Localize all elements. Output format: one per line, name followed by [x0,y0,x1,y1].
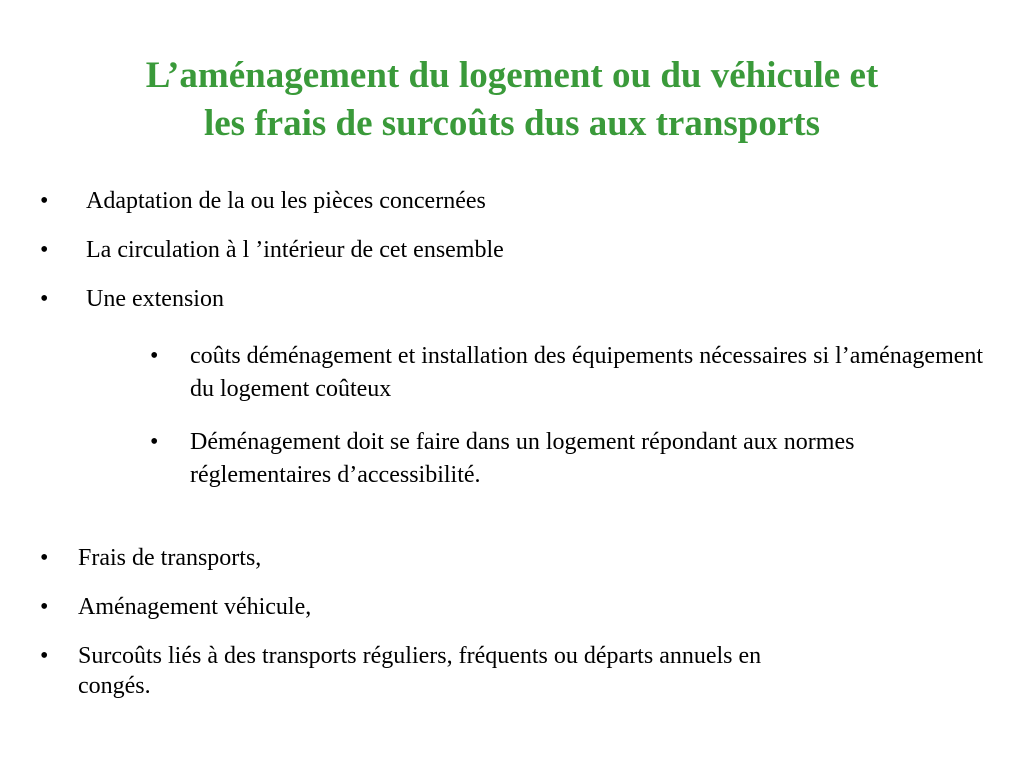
list-item-text: Adaptation de la ou les pièces concernées [86,188,486,214]
list-item [40,186,940,216]
list-item [150,426,990,492]
list-item [40,235,940,265]
bullet-icon: • [40,545,49,571]
list-item-text: Déménagement doit se faire dans un logement répondant aux normes réglementaires d’accessibilité. [190,429,855,488]
list-item-text: Aménagement véhicule, [78,594,312,620]
list-item-text: Une extension [86,286,224,312]
list-item-text: coûts déménagement et installation des équipements nécessaires si l’aménagement du logement coûteux [190,343,984,402]
bullet-icon: • [150,343,159,369]
slide-title [20,52,1004,148]
bullet-icon: • [40,237,49,263]
list-item-text: Frais de transports, [78,545,262,571]
list-item [40,641,838,701]
slide-title-line-1: L’aménagement du logement ou du véhicule et [145,55,879,96]
list-item [40,543,940,573]
list-item [40,592,940,622]
slide-title-line-2: les frais de surcoûts dus aux transports [203,103,821,144]
list-item [150,340,990,406]
list-item-text: Surcoûts liés à des transports réguliers, fréquents ou départs annuels en congés. [78,643,762,699]
housing-adaptation-list [40,186,940,314]
bullet-icon: • [40,643,49,669]
list-item [40,284,940,314]
bullet-icon: • [150,429,159,455]
bullet-icon: • [40,594,49,620]
transport-costs-list [40,543,940,701]
bullet-icon: • [40,188,49,214]
moving-costs-list [150,340,990,492]
list-item-text: La circulation à l ’intérieur de cet ensemble [86,237,504,263]
bullet-icon: • [40,286,49,312]
